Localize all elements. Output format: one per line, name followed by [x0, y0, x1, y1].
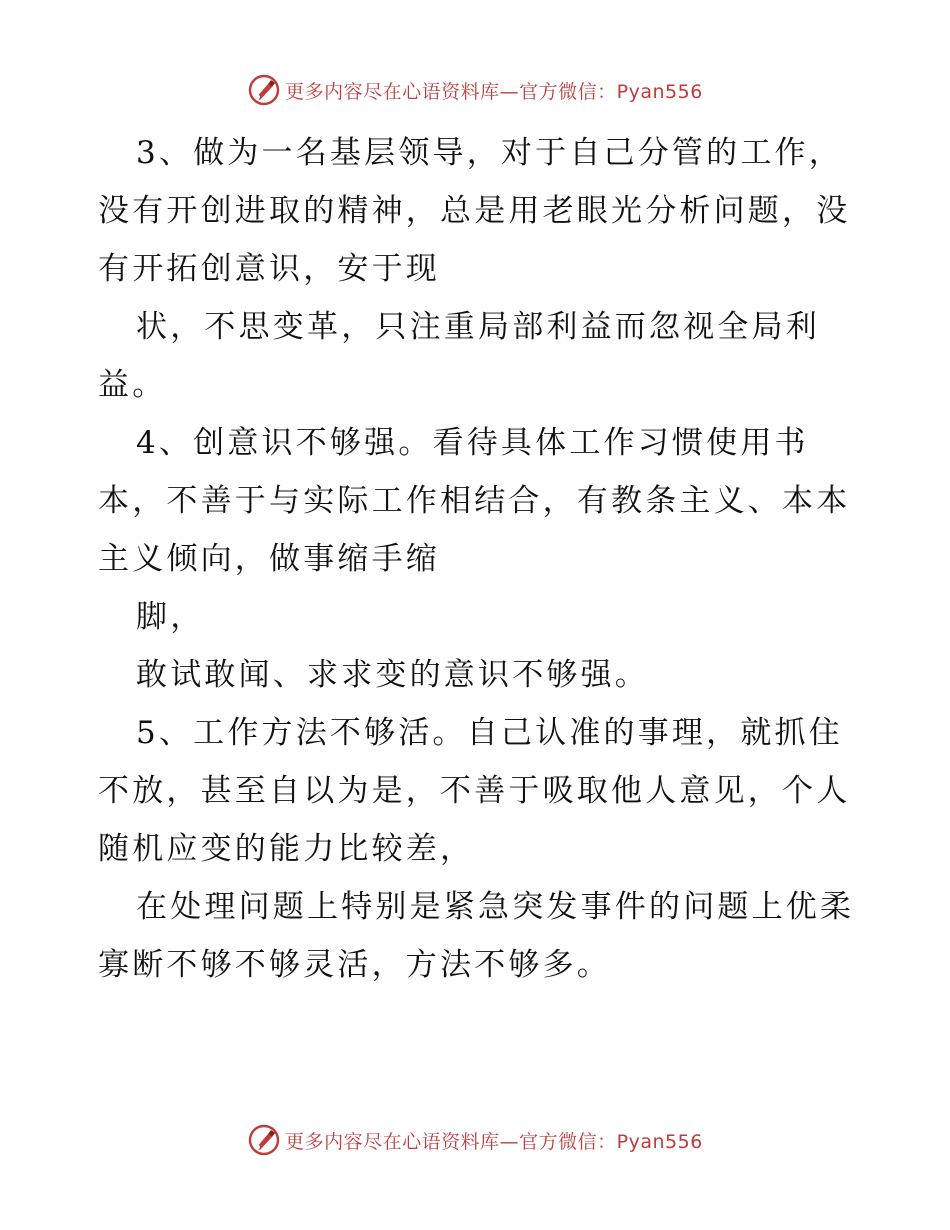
header-banner	[0, 70, 950, 110]
text-line: 不放，甚至自以为是，不善于吸取他人意见，个人	[98, 773, 851, 809]
text-line: 有开拓创意识，安于现	[98, 251, 440, 287]
text-line: 敢试敢闻、求求变的意识不够强。	[136, 657, 649, 693]
pen-in-circle-icon	[247, 1123, 281, 1157]
text-line: 4、创意识不够强。看待具体工作习惯使用书	[136, 425, 809, 461]
banner-text: 更多内容尽在心语资料库—官方微信：Pyan556	[285, 1130, 703, 1153]
pen-in-circle-icon	[247, 73, 281, 107]
text-line: 益。	[98, 367, 167, 403]
text-line: 状，不思变革，只注重局部利益而忽视全局利	[136, 309, 820, 345]
text-line: 寡断不够不够灵活，方法不够多。	[98, 947, 611, 983]
banner-text: 更多内容尽在心语资料库—官方微信：Pyan556	[285, 80, 703, 103]
footer-banner	[0, 1120, 950, 1160]
text-line: 脚，	[136, 599, 205, 635]
text-line: 主义倾向，做事缩手缩	[98, 541, 440, 577]
text-line: 5、工作方法不够活。自己认准的事理，就抓住	[136, 715, 843, 751]
text-line: 本，不善于与实际工作相结合，有教条主义、本本	[98, 483, 851, 519]
text-line: 随机应变的能力比较差，	[98, 831, 475, 867]
document-body	[98, 124, 858, 994]
text-line: 3、做为一名基层领导，对于自己分管的工作，	[136, 135, 843, 171]
text-line: 没有开创进取的精神，总是用老眼光分析问题，没	[98, 193, 851, 229]
text-line: 在处理问题上特别是紧急突发事件的问题上优柔	[136, 889, 855, 925]
